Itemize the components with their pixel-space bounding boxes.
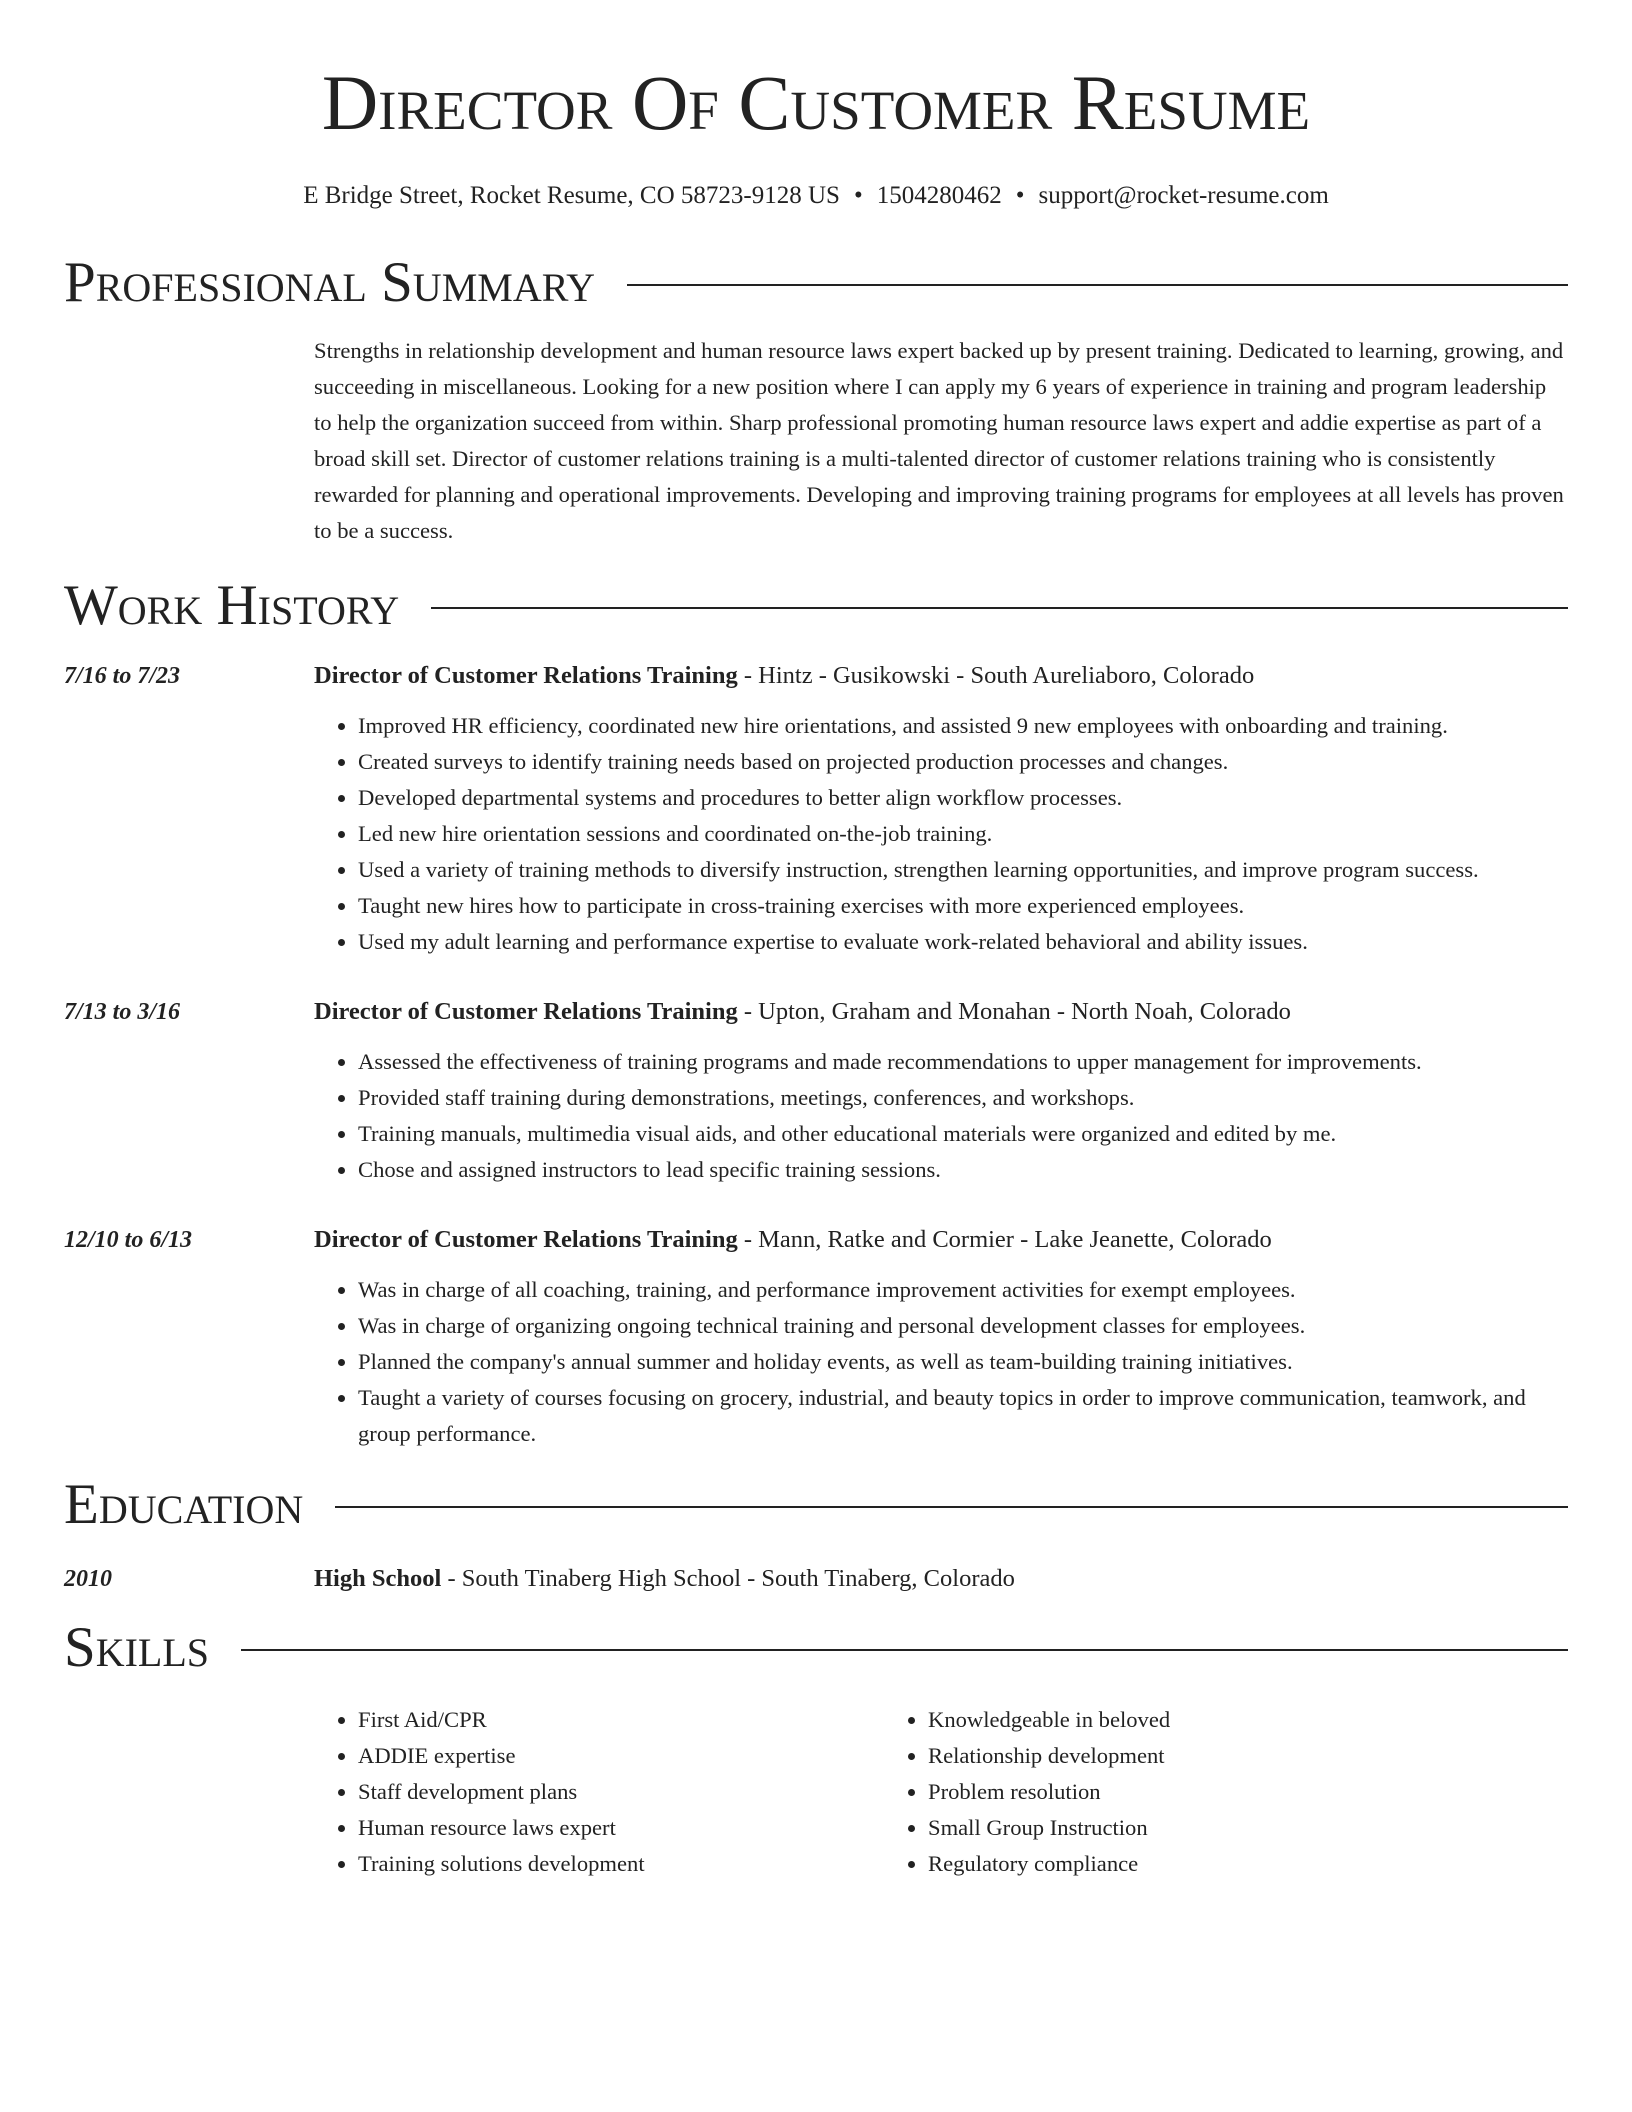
section-title-work: Work History [64, 574, 400, 637]
job-dates: 7/13 to 3/16 [64, 999, 181, 1025]
job-bullets [314, 1272, 1568, 1452]
skill-item: • Training solutions development [358, 1846, 884, 1882]
list-item: • Was in charge of organizing ongoing technical training and personal development classes for employees. [358, 1308, 1568, 1344]
list-item: • Taught a variety of courses focusing on grocery, industrial, and beauty topics in order to improve communication, teamwork, and group performance. [358, 1380, 1568, 1452]
education-year: 2010 [64, 1566, 112, 1592]
list-item: • Developed departmental systems and procedures to better align workflow processes. [358, 780, 1568, 816]
list-item: • Assessed the effectiveness of training programs and made recommendations to upper management for improvements. [358, 1044, 1568, 1080]
list-item: • Used my adult learning and performance expertise to evaluate work-related behavioral and ability issues. [358, 924, 1568, 960]
list-item: • Planned the company's annual summer and holiday events, as well as team-building training initiatives. [358, 1344, 1568, 1380]
job-title-line [314, 994, 1568, 1030]
list-item: • Provided staff training during demonstrations, meetings, conferences, and workshops. [358, 1080, 1568, 1116]
job-title-line [314, 658, 1568, 694]
job-title-line [314, 1222, 1568, 1258]
list-item: • Created surveys to identify training needs based on projected production processes and changes. [358, 744, 1568, 780]
list-item: • Improved HR efficiency, coordinated new hire orientations, and assisted 9 new employees with onboarding and training. [358, 708, 1568, 744]
education-degree: High School [314, 1565, 442, 1592]
section-title-skills: Skills [64, 1616, 210, 1679]
job-entry [64, 658, 1568, 960]
list-item: • Taught new hires how to participate in cross-training exercises with more experienced employees. [358, 888, 1568, 924]
skill-item: • ADDIE expertise [358, 1738, 884, 1774]
contact-email: support@rocket-resume.com [1038, 182, 1329, 209]
job-dates: 7/16 to 7/23 [64, 663, 181, 689]
list-item: • Used a variety of training methods to diversify instruction, strengthen learning opportunities, and improve program success. [358, 852, 1568, 888]
job-entry [64, 994, 1568, 1188]
work-section-header [64, 574, 1568, 637]
job-dates: 12/10 to 6/13 [64, 1227, 193, 1253]
job-company: - Mann, Ratke and Cormier - Lake Jeanette, Colorado [737, 1226, 1272, 1253]
skills-column-right [884, 1702, 1454, 1882]
summary-text: Strengths in relationship development and human resource laws expert backed up by present training. Dedicated to learning, growing, and succeeding in miscellaneous. Looking for a new position where I can apply my 6 years of experience in training and program leadership to help the organization succeed from within. Sharp professional promoting human resource laws expert and addie expertise as part of a broad skill set. Director of customer relations training is a multi-talented director of customer relations training who is consistently rewarded for planning and operational improvements. Developing and improving training programs for employees at all levels has proven to be a success. [314, 338, 1564, 543]
contact-line [64, 182, 1568, 210]
contact-separator: • [1015, 182, 1025, 209]
skill-item: • Problem resolution [928, 1774, 1454, 1810]
list-item: • Chose and assigned instructors to lead specific training sessions. [358, 1152, 1568, 1188]
education-school: - South Tinaberg High School - South Tinaberg, Colorado [441, 1565, 1015, 1592]
section-title-education: Education [64, 1473, 304, 1536]
section-divider [241, 1649, 1568, 1651]
summary-section-header [64, 251, 1568, 314]
job-bullets [314, 1044, 1568, 1188]
skill-item: • First Aid/CPR [358, 1702, 884, 1738]
section-title-summary: Professional Summary [64, 251, 596, 314]
job-title: Director of Customer Relations Training [314, 1226, 738, 1253]
section-divider [431, 607, 1568, 609]
skill-item: • Regulatory compliance [928, 1846, 1454, 1882]
education-section-header [64, 1473, 1568, 1536]
resume-title: Director Of Customer Resume [321, 59, 1311, 146]
education-line [314, 1561, 1015, 1597]
skills-section-header [64, 1616, 1568, 1679]
contact-phone: 1504280462 [876, 182, 1002, 209]
contact-separator: • [853, 182, 863, 209]
section-divider [335, 1506, 1568, 1508]
work-history-list [64, 658, 1568, 1452]
contact-address: E Bridge Street, Rocket Resume, CO 58723-9128 US [303, 182, 840, 209]
skills-column-left [314, 1702, 884, 1882]
job-company: - Hintz - Gusikowski - South Aureliaboro, Colorado [737, 662, 1255, 689]
skill-item: • Staff development plans [358, 1774, 884, 1810]
job-title: Director of Customer Relations Training [314, 998, 738, 1025]
skills-list [314, 1702, 1568, 1882]
job-bullets [314, 708, 1568, 960]
job-entry [64, 1222, 1568, 1452]
skill-item: • Small Group Instruction [928, 1810, 1454, 1846]
skill-item: • Human resource laws expert [358, 1810, 884, 1846]
section-divider [627, 284, 1568, 286]
job-company: - Upton, Graham and Monahan - North Noah, Colorado [737, 998, 1291, 1025]
skill-item: • Knowledgeable in beloved [928, 1702, 1454, 1738]
education-entry [64, 1561, 1568, 1597]
list-item: • Was in charge of all coaching, training, and performance improvement activities for exempt employees. [358, 1272, 1568, 1308]
list-item: • Training manuals, multimedia visual aids, and other educational materials were organized and edited by me. [358, 1116, 1568, 1152]
job-title: Director of Customer Relations Training [314, 662, 738, 689]
list-item: • Led new hire orientation sessions and coordinated on-the-job training. [358, 816, 1568, 852]
skill-item: • Relationship development [928, 1738, 1454, 1774]
